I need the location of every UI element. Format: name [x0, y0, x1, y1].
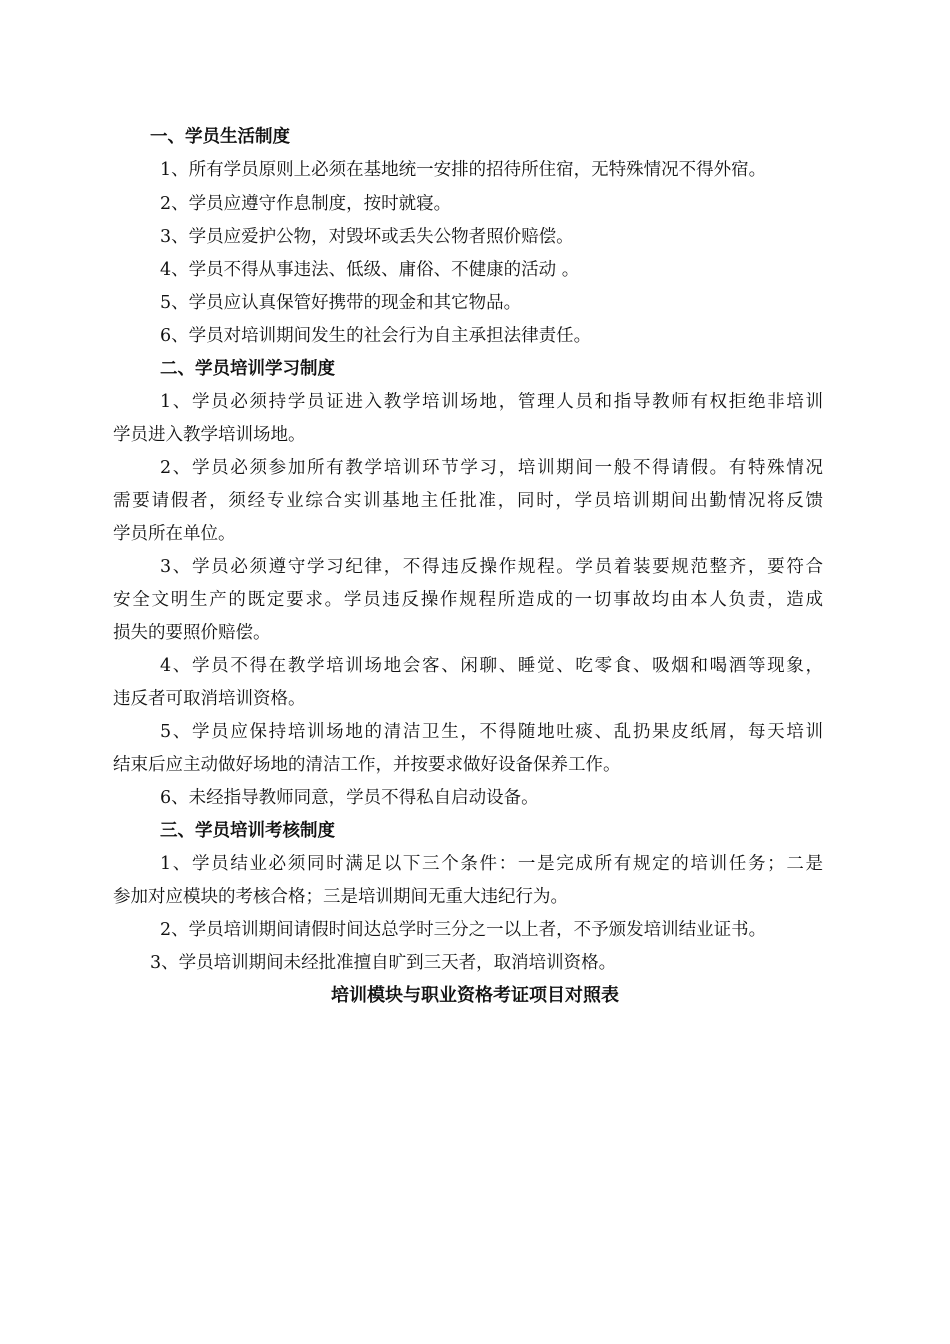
section-2-item-2-line-1: 2、学员必须参加所有教学培训环节学习，培训期间一般不得请假。有特殊情况	[160, 458, 823, 478]
section-2-item-4-line-2: 违反者可取消培训资格。	[113, 689, 306, 709]
section-2-item-3-line-2: 安全文明生产的既定要求。学员违反操作规程所造成的一切事故均由本人负责，造成	[113, 590, 823, 610]
section-2-item-1-line-1: 1、学员必须持学员证进入教学培训场地，管理人员和指导教师有权拒绝非培训	[160, 392, 823, 412]
section-1-heading: 一、学员生活制度	[150, 127, 290, 147]
table-title: 培训模块与职业资格考证项目对照表	[331, 985, 619, 1006]
section-2-item-2-line-2: 需要请假者，须经专业综合实训基地主任批准，同时，学员培训期间出勤情况将反馈	[113, 491, 823, 511]
section-2-item-2-line-3: 学员所在单位。	[113, 524, 236, 544]
section-1-item-1: 1、所有学员原则上必须在基地统一安排的招待所住宿，无特殊情况不得外宿。	[160, 160, 767, 180]
section-1-item-3: 3、学员应爱护公物，对毁坏或丢失公物者照价赔偿。	[160, 227, 574, 247]
section-2-item-4-line-1: 4、学员不得在教学培训场地会客、闲聊、睡觉、吃零食、吸烟和喝酒等现象，	[160, 656, 823, 676]
section-2-item-5-line-1: 5、学员应保持培训场地的清洁卫生，不得随地吐痰、乱扔果皮纸屑，每天培训	[160, 722, 823, 742]
section-3-item-3: 3、学员培训期间未经批准擅自旷到三天者，取消培训资格。	[150, 953, 617, 973]
section-2-heading: 二、学员培训学习制度	[160, 359, 335, 379]
section-2-item-3-line-1: 3、学员必须遵守学习纪律，不得违反操作规程。学员着装要规范整齐，要符合	[160, 557, 823, 577]
section-3-item-1-line-2: 参加对应模块的考核合格；三是培训期间无重大违纪行为。	[113, 887, 568, 907]
section-2-item-5-line-2: 结束后应主动做好场地的清洁工作，并按要求做好设备保养工作。	[113, 755, 621, 775]
section-1-item-2: 2、学员应遵守作息制度，按时就寝。	[160, 194, 452, 214]
section-3-item-2: 2、学员培训期间请假时间达总学时三分之一以上者，不予颁发培训结业证书。	[160, 920, 767, 940]
section-3-heading: 三、学员培训考核制度	[160, 821, 335, 841]
section-2-item-1-line-2: 学员进入教学培训场地。	[113, 425, 306, 445]
section-2-item-3-line-3: 损失的要照价赔偿。	[113, 623, 271, 643]
section-2-item-6: 6、未经指导教师同意，学员不得私自启动设备。	[160, 788, 539, 808]
section-3-item-1-line-1: 1、学员结业必须同时满足以下三个条件：一是完成所有规定的培训任务；二是	[160, 854, 823, 874]
section-1-item-4: 4、学员不得从事违法、低级、庸俗、不健康的活动 。	[160, 260, 580, 280]
section-1-item-6: 6、学员对培训期间发生的社会行为自主承担法律责任。	[160, 326, 592, 346]
section-1-item-5: 5、学员应认真保管好携带的现金和其它物品。	[160, 293, 522, 313]
